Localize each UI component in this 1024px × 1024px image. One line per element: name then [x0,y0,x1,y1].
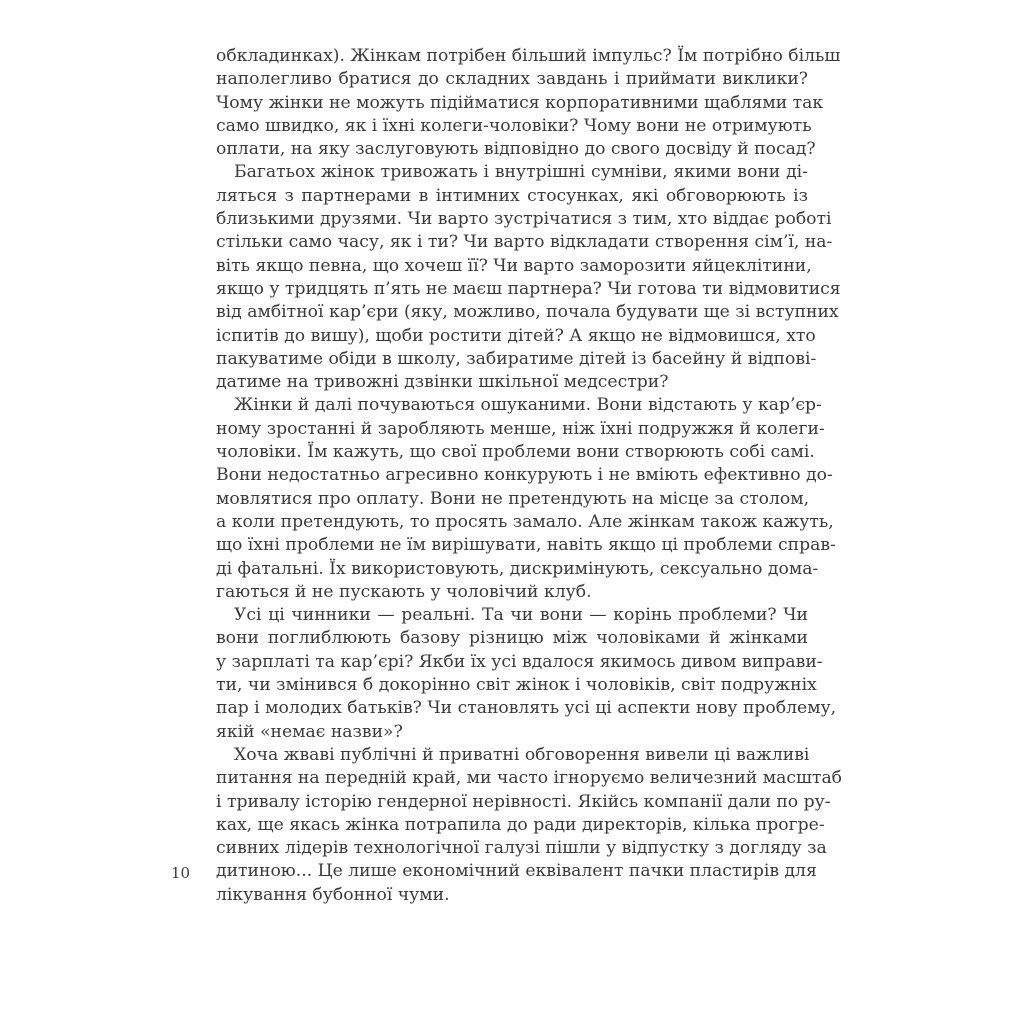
text-line: якій «немає назви»? [216,721,403,742]
text-line: якщо у тридцять п’ять не маєш партнера? Чи готова ти відмовитися [216,278,841,299]
text-line: ти, чи змінився б докорінно світ жінок і чоловіків, світ подружніх [216,675,817,696]
text-line: що їхні проблеми не їм вирішувати, навіть якщо ці проблеми справ- [216,535,836,556]
text-line: само швидко, як і їхні колеги-чоловіки? Чому вони не отримують [216,115,812,136]
text-line: Багатьох жінок тривожать і внутрішні сумніви, якими вони ді- [234,162,808,183]
text-line: у зарплаті та кар’єрі? Якби їх усі вдалося якимось дивом виправи- [216,651,823,672]
page-number: 10 [171,864,191,882]
text-line: вони поглиблюють базову різницю між чоловіками й жінками [216,628,808,649]
text-line: Жінки й далі почуваються ошуканими. Вони відстають у кар’єр- [234,395,822,416]
text-line: віть якщо певна, що хочеш її? Чи варто заморозити яйцеклітини, [216,255,812,276]
text-line: оплати, на яку заслуговують відповідно до свого досвіду й посад? [216,139,816,160]
text-line: Хоча жваві публічні й приватні обговорення вивели ці важливі [234,744,810,765]
text-line: дитиною... Це лише економічний еквівалент пачки пластирів для [216,861,817,882]
paragraph [216,161,841,394]
text-line: Чому жінки не можуть підійматися корпоративними щаблями так [216,92,824,113]
text-line: сивних лідерів технологічної галузі пішли у відпустку з догляду за [216,838,827,859]
text-line: обкладинках). Жінкам потрібен більший імпульс? Їм потрібно більш [216,46,841,66]
text-line: Усі ці чинники — реальні. Та чи вони — корінь проблеми? Чи [234,605,808,626]
paragraph [216,45,841,161]
text-line: і тривалу історію гендерної нерівності. Якійсь компанії дали по ру- [216,791,831,812]
text-line: пар і молодих батьків? Чи становлять усі ці аспекти нову проблему, [216,698,837,719]
text-line: стільки само часу, як і ти? Чи варто відкладати створення сім’ї, на- [216,232,833,253]
text-line: датиме на тривожні дзвінки шкільної медсестри? [216,372,669,393]
text-line: питання на передній край, ми часто ігноруємо величезний масштаб [216,768,843,789]
body-text [216,45,843,907]
text-line: ках, ще якась жінка потрапила до ради директорів, кілька прогре- [216,814,825,835]
text-line: лікування бубонної чуми. [216,884,450,905]
text-line: Вони недостатньо агресивно конкурують і не вміють ефективно до- [216,465,833,486]
paragraph [216,604,837,744]
text-line: а коли претендують, то просять замало. Але жінкам також кажуть, [216,511,834,532]
text-line: ному зростанні й заробляють менше, ніж їхні подружжя й колеги- [216,418,825,439]
text-line: гаються й не пускають у чоловічий клуб. [216,581,592,602]
paragraph [216,394,836,604]
paragraph [216,744,843,907]
text-line: іспитів до вишу), щоби ростити дітей? А якщо не відмовишся, хто [216,325,816,346]
text-line: чоловіки. Їм кажуть, що свої проблеми вони створюють собі самі. [216,442,815,463]
text-line: ляться з партнерами в інтимних стосунках, які обговорюють із [216,185,808,206]
text-line: пакуватиме обіди в школу, забиратиме дітей із басейну й відпові- [216,348,817,369]
text-line: ді фатальні. Їх використовують, дискримінують, сексуально дома- [216,558,819,579]
text-line: мовлятися про оплату. Вони не претендують на місце за столом, [216,488,810,509]
text-line: близькими друзями. Чи варто зустрічатися з тим, хто віддає роботі [216,209,832,230]
text-line: наполегливо братися до складних завдань і приймати виклики? [216,69,808,90]
text-line: від амбітної кар’єри (яку, можливо, почала будувати ще зі вступних [216,302,839,323]
